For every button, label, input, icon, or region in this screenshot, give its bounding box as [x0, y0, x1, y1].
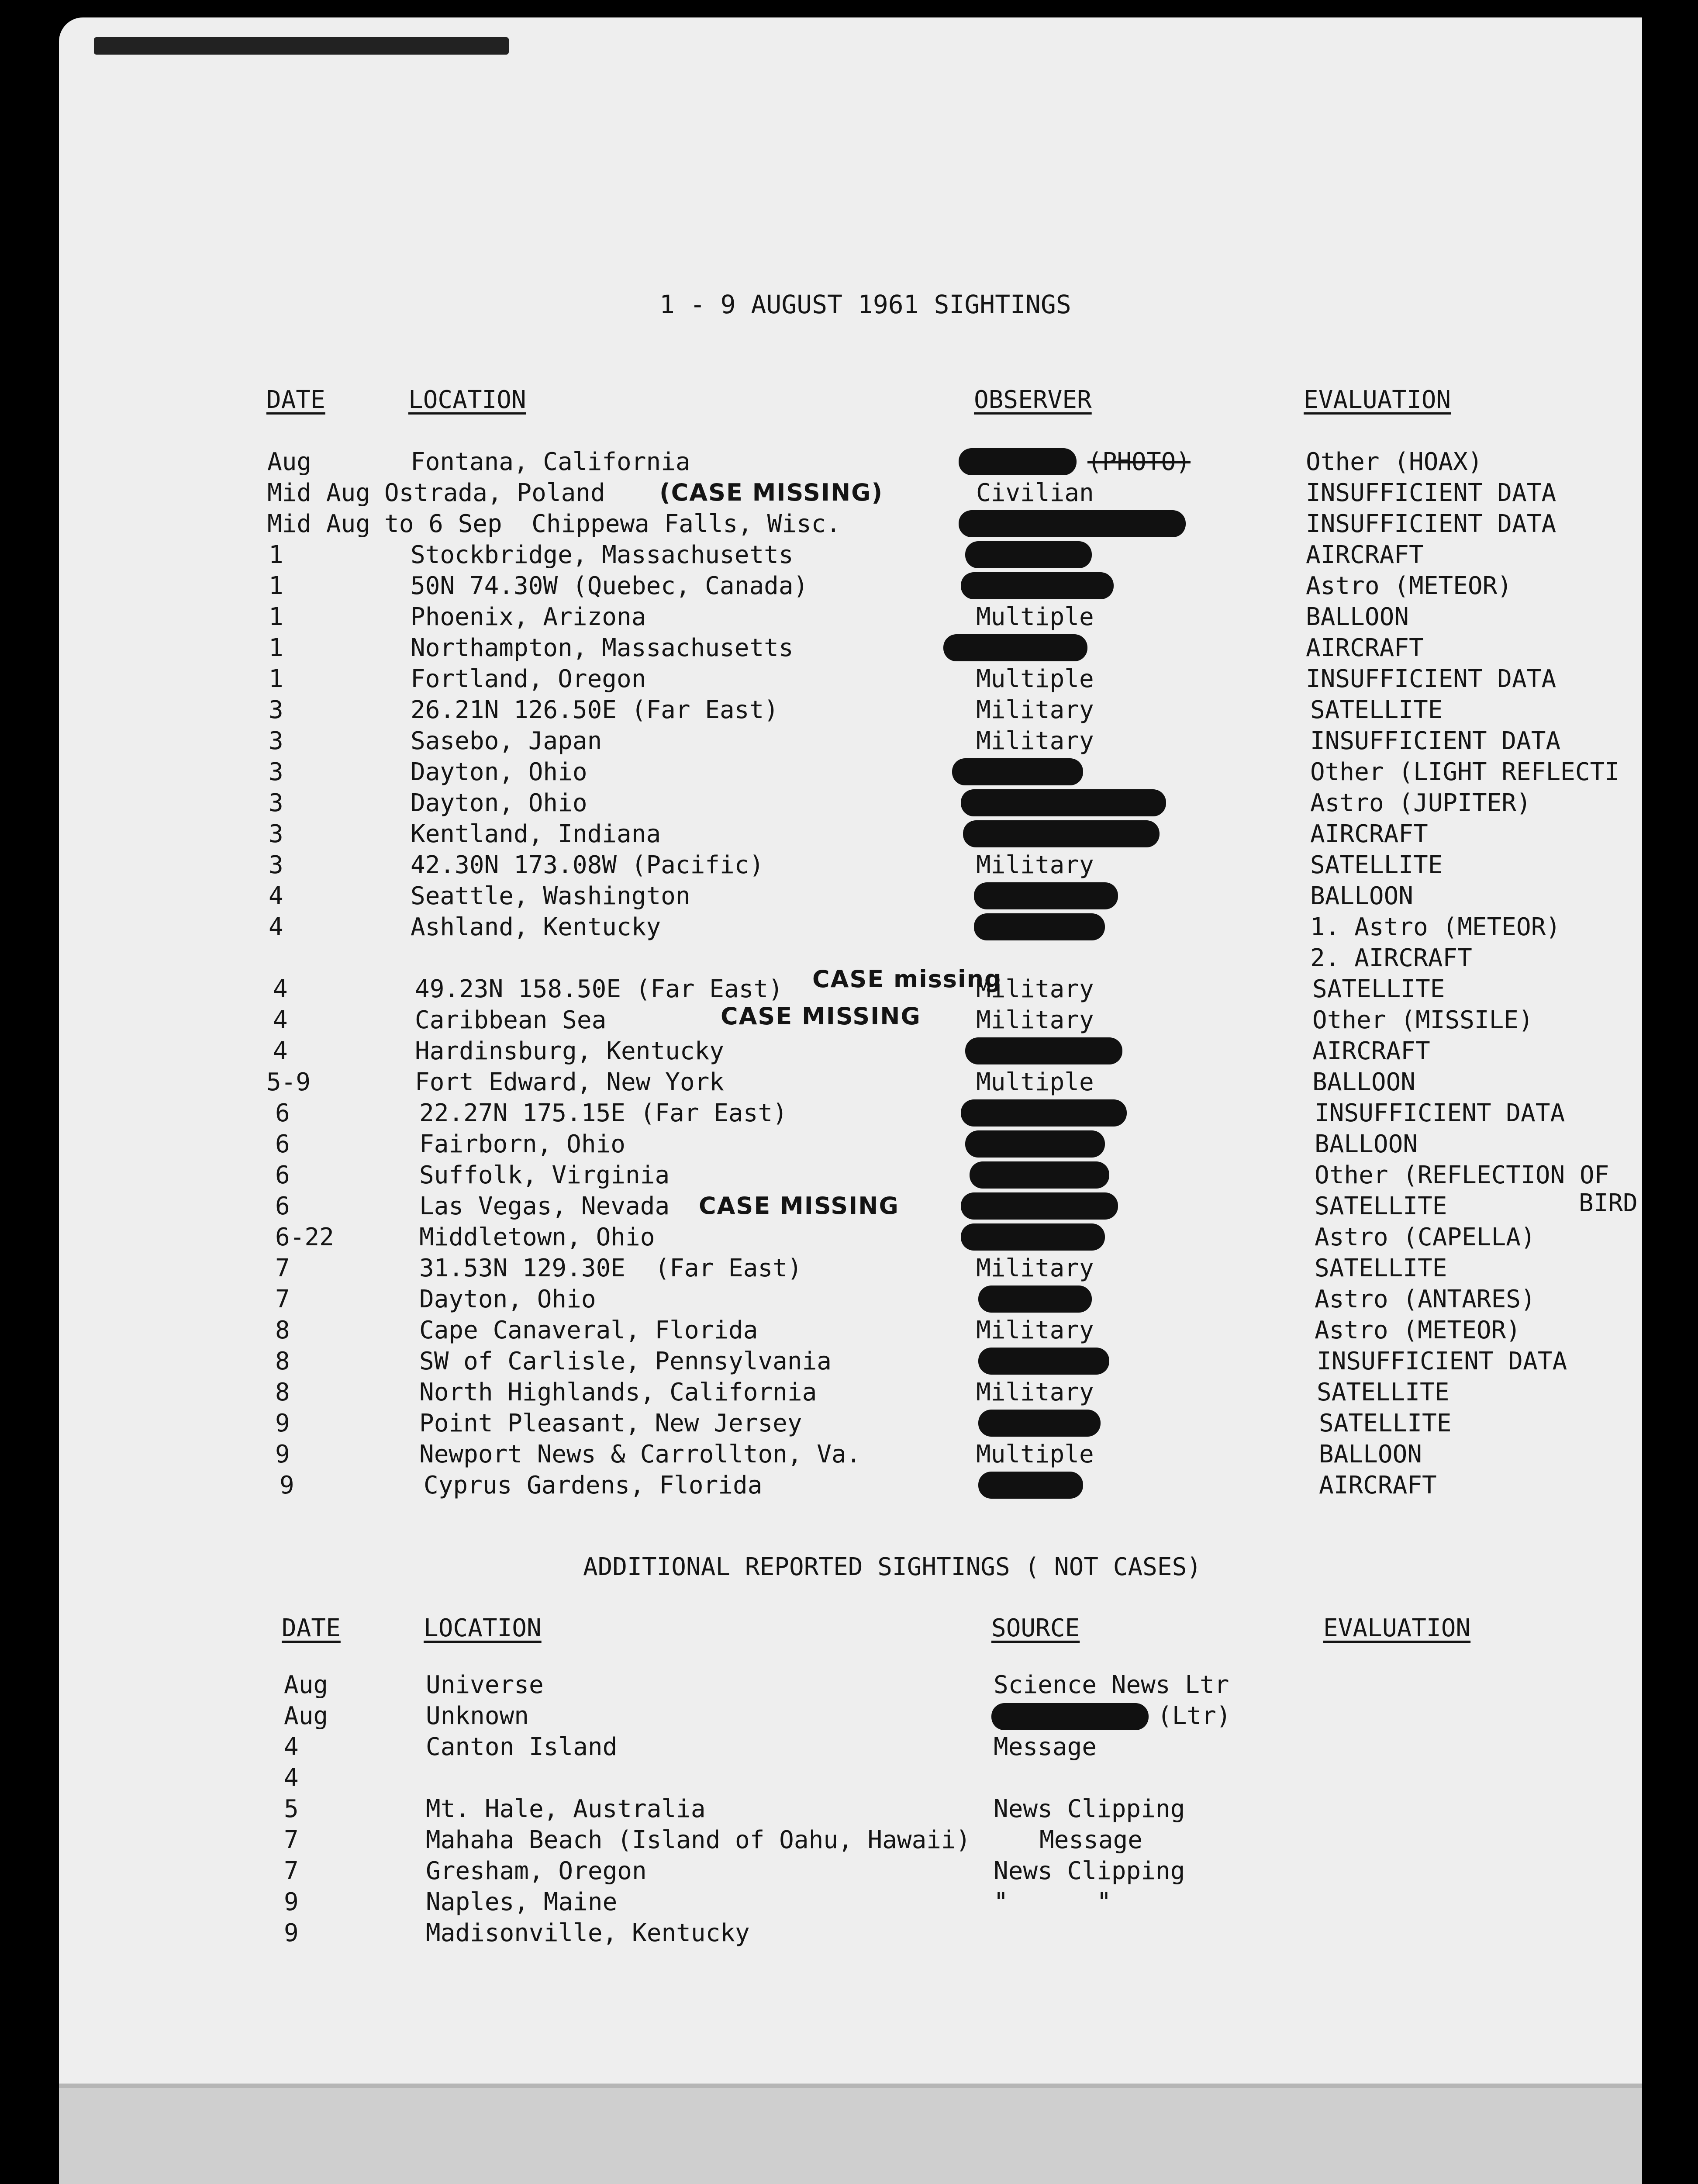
row-observer: Military [976, 1316, 1094, 1344]
row-location: 49.23N 158.50E (Far East) [415, 975, 783, 1003]
row-location: Ashland, Kentucky [411, 913, 661, 941]
additional-date: 7 [284, 1826, 299, 1854]
row-date: 1 [269, 603, 283, 631]
row-date: 4 [273, 975, 288, 1003]
row-location: Cape Canaveral, Florida [419, 1316, 758, 1344]
redaction-bar [961, 789, 1166, 816]
row-evaluation: AIRCRAFT [1312, 1037, 1430, 1065]
row-location: Hardinsburg, Kentucky [415, 1037, 725, 1065]
row-location: Point Pleasant, New Jersey [419, 1409, 802, 1438]
row-location: SW of Carlisle, Pennsylvania [419, 1347, 832, 1375]
row-date: 3 [269, 789, 283, 817]
row-location: 50N 74.30W (Quebec, Canada) [411, 572, 808, 600]
additional-header-date: DATE [282, 1614, 341, 1642]
additional-date: 5 [284, 1795, 299, 1823]
row-date: 3 [269, 820, 283, 848]
row-date: 1 [269, 541, 283, 569]
additional-source: News Clipping [994, 1795, 1185, 1823]
header-location: LOCATION [408, 386, 526, 414]
additional-date: Aug [284, 1671, 328, 1699]
redaction-bar [965, 541, 1092, 568]
row-location: Fortland, Oregon [411, 665, 646, 693]
row-date: 4 [273, 1037, 288, 1065]
row-evaluation: AIRCRAFT [1306, 634, 1424, 662]
row-location: Stockbridge, Massachusetts [411, 541, 794, 569]
row-location: Dayton, Ohio [411, 758, 587, 786]
additional-source: Science News Ltr [994, 1671, 1229, 1699]
row-observer: Multiple [976, 665, 1094, 693]
row-observer: (PHOTO) [1087, 448, 1191, 476]
row-date: 3 [269, 727, 283, 755]
additional-location: Gresham, Oregon [426, 1857, 647, 1885]
row-evaluation: BALLOON [1306, 603, 1409, 631]
row-evaluation: 1. Astro (METEOR) [1310, 913, 1561, 941]
additional-header-location: LOCATION [424, 1614, 542, 1642]
top-edge-mark [94, 37, 509, 55]
row-evaluation: Astro (METEOR) [1306, 572, 1512, 600]
row-location: Phoenix, Arizona [411, 603, 646, 631]
row-date: 7 [275, 1254, 290, 1282]
redaction-bar [952, 758, 1083, 785]
row-evaluation: Other (HOAX) [1306, 448, 1483, 476]
redaction-bar [970, 1161, 1109, 1189]
row-date: 3 [269, 851, 283, 879]
additional-source: Message [994, 1733, 1097, 1761]
additional-date: 7 [284, 1857, 299, 1885]
additional-date: Aug [284, 1702, 328, 1730]
row-date: 1 [269, 665, 283, 693]
row-location: North Highlands, California [419, 1378, 817, 1406]
row-location: 42.30N 173.08W (Pacific) [411, 851, 764, 879]
row-date: Mid Aug [267, 479, 371, 507]
additional-source: News Clipping [994, 1857, 1185, 1885]
row-date: 1 [269, 572, 283, 600]
additional-source: Message [1039, 1826, 1143, 1854]
row-date: 6 [275, 1099, 290, 1127]
row-observer: Multiple [976, 1068, 1094, 1096]
row-evaluation: SATELLITE [1315, 1192, 1447, 1220]
row-location: Newport News & Carrollton, Va. [419, 1440, 861, 1469]
case-missing-note: CASE MISSING [699, 1192, 899, 1220]
row-location: Fort Edward, New York [415, 1068, 725, 1096]
redaction-bar [959, 510, 1186, 537]
row-location: Sasebo, Japan [411, 727, 602, 755]
additional-source: (Ltr) [1157, 1702, 1231, 1730]
additional-location: Mt. Hale, Australia [426, 1795, 706, 1823]
redaction-bar [978, 1410, 1101, 1437]
row-evaluation: BALLOON [1310, 882, 1414, 910]
additional-location: Mahaha Beach (Island of Oahu, Hawaii) [426, 1826, 971, 1854]
redaction-bar [961, 1099, 1127, 1127]
row-evaluation: SATELLITE [1310, 696, 1443, 724]
row-location: Cyprus Gardens, Florida [424, 1471, 763, 1500]
row-observer: Military [976, 851, 1094, 879]
row-date: 4 [273, 1006, 288, 1034]
additional-location: Madisonville, Kentucky [426, 1919, 750, 1947]
row-observer: Military [976, 1006, 1094, 1034]
row-date: 9 [275, 1409, 290, 1438]
row-date: 4 [269, 882, 283, 910]
row-evaluation: AIRCRAFT [1319, 1471, 1437, 1500]
additional-location: Canton Island [426, 1733, 618, 1761]
row-evaluation: Astro (JUPITER) [1310, 789, 1531, 817]
additional-header-source: SOURCE [991, 1614, 1080, 1642]
row-location: Caribbean Sea [415, 1006, 607, 1034]
row-evaluation: SATELLITE [1317, 1378, 1450, 1406]
row-location: 22.27N 175.15E (Far East) [419, 1099, 787, 1127]
header-evaluation: EVALUATION [1304, 386, 1451, 414]
row-observer: Military [976, 1378, 1094, 1406]
row-date: Aug [267, 448, 312, 476]
row-observer: Military [976, 727, 1094, 755]
row-observer: Multiple [976, 603, 1094, 631]
additional-date: 9 [284, 1919, 299, 1947]
row-evaluation: INSUFFICIENT DATA [1306, 665, 1556, 693]
additional-source: " " [994, 1888, 1111, 1916]
row-evaluation: BALLOON [1315, 1130, 1418, 1158]
row-location: Kentland, Indiana [411, 820, 661, 848]
redaction-bar [974, 882, 1118, 909]
row-location: Seattle, Washington [411, 882, 690, 910]
row-location: Las Vegas, Nevada [419, 1192, 670, 1220]
row-location: 26.21N 126.50E (Far East) [411, 696, 779, 724]
row-date: 3 [269, 696, 283, 724]
redaction-bar [978, 1348, 1109, 1375]
row-date: 4 [269, 913, 283, 941]
row-evaluation: INSUFFICIENT DATA [1315, 1099, 1565, 1127]
redaction-bar [961, 572, 1114, 599]
row-observer: Military [976, 1254, 1094, 1282]
lower-blank-area [59, 2088, 1642, 2184]
row-location: 31.53N 129.30E (Far East) [419, 1254, 802, 1282]
row-location: Fontana, California [411, 448, 690, 476]
row-location: Dayton, Ohio [411, 789, 587, 817]
redaction-bar [978, 1286, 1092, 1313]
additional-title: ADDITIONAL REPORTED SIGHTINGS ( NOT CASES) [583, 1553, 1202, 1581]
redaction-bar [978, 1472, 1083, 1499]
additional-location: Naples, Maine [426, 1888, 618, 1916]
row-date: 9 [280, 1471, 294, 1500]
redaction-bar [943, 634, 1087, 661]
additional-location: Universe [426, 1671, 544, 1699]
row-date: 6-22 [275, 1223, 334, 1251]
additional-header-evaluation: EVALUATION [1323, 1614, 1471, 1642]
row-evaluation: SATELLITE [1315, 1254, 1447, 1282]
row-observer: Military [976, 696, 1094, 724]
row-evaluation: INSUFFICIENT DATA [1306, 510, 1556, 538]
row-evaluation: Astro (ANTARES) [1315, 1285, 1536, 1313]
row-date: 6 [275, 1192, 290, 1220]
redaction-bar [965, 1130, 1105, 1158]
additional-date: 4 [284, 1733, 299, 1761]
case-missing-note: (CASE MISSING) [659, 479, 884, 506]
row-evaluation: BALLOON [1312, 1068, 1416, 1096]
header-date: DATE [266, 386, 325, 414]
row-location: Suffolk, Virginia [419, 1161, 670, 1189]
row-date: 8 [275, 1378, 290, 1406]
row-evaluation: AIRCRAFT [1306, 541, 1424, 569]
row-date: 1 [269, 634, 283, 662]
additional-location: Unknown [426, 1702, 529, 1730]
additional-date: 9 [284, 1888, 299, 1916]
row-observer: Multiple [976, 1440, 1094, 1469]
row-evaluation: SATELLITE [1319, 1409, 1452, 1438]
redaction-bar [961, 1192, 1118, 1220]
row-date: 6 [275, 1161, 290, 1189]
row-evaluation: Astro (CAPELLA) [1315, 1223, 1536, 1251]
row-location: Ostrada, Poland [384, 479, 605, 507]
row-location: Dayton, Ohio [419, 1285, 596, 1313]
row-evaluation: Other (LIGHT REFLECTI [1310, 758, 1620, 786]
redaction-bar [959, 448, 1077, 475]
row-location: Northampton, Massachusetts [411, 634, 794, 662]
document-title: 1 - 9 AUGUST 1961 SIGHTINGS [659, 290, 1071, 319]
row-evaluation: INSUFFICIENT DATA [1317, 1347, 1567, 1375]
row-date: 3 [269, 758, 283, 786]
row-date: 8 [275, 1347, 290, 1375]
redaction-bar [961, 1223, 1105, 1251]
case-missing-note: CASE missing [812, 965, 1002, 993]
row-evaluation: INSUFFICIENT DATA [1310, 727, 1561, 755]
header-observer: OBSERVER [974, 386, 1092, 414]
row-evaluation: 2. AIRCRAFT [1310, 944, 1472, 972]
redaction-bar [991, 1703, 1149, 1730]
row-evaluation: SATELLITE [1312, 975, 1445, 1003]
redaction-bar [965, 1037, 1122, 1064]
redaction-bar [963, 820, 1160, 847]
row-observer: Military [976, 975, 1094, 1003]
row-evaluation: INSUFFICIENT DATA [1306, 479, 1556, 507]
case-missing-note: CASE MISSING [721, 1002, 921, 1030]
row-date: 7 [275, 1285, 290, 1313]
row-date: 8 [275, 1316, 290, 1344]
row-evaluation: SATELLITE [1310, 851, 1443, 879]
row-observer: Civilian [976, 479, 1094, 507]
row-location: to 6 Sep Chippewa Falls, Wisc. [384, 510, 841, 538]
row-evaluation: BALLOON [1319, 1440, 1422, 1469]
redaction-bar [974, 913, 1105, 940]
row-evaluation: Other (MISSILE) [1312, 1006, 1533, 1034]
row-date: 6 [275, 1130, 290, 1158]
row-date: 9 [275, 1440, 290, 1469]
row-evaluation: AIRCRAFT [1310, 820, 1428, 848]
row-evaluation: Astro (METEOR) [1315, 1316, 1521, 1344]
row-evaluation: Other (REFLECTION OF [1315, 1161, 1609, 1189]
row-location: Middletown, Ohio [419, 1223, 655, 1251]
row-location: Fairborn, Ohio [419, 1130, 626, 1158]
bird-note: BIRD [1579, 1189, 1638, 1217]
row-date: 5-9 [266, 1068, 311, 1096]
additional-date: 4 [284, 1764, 299, 1792]
row-date: Mid Aug [267, 510, 371, 538]
